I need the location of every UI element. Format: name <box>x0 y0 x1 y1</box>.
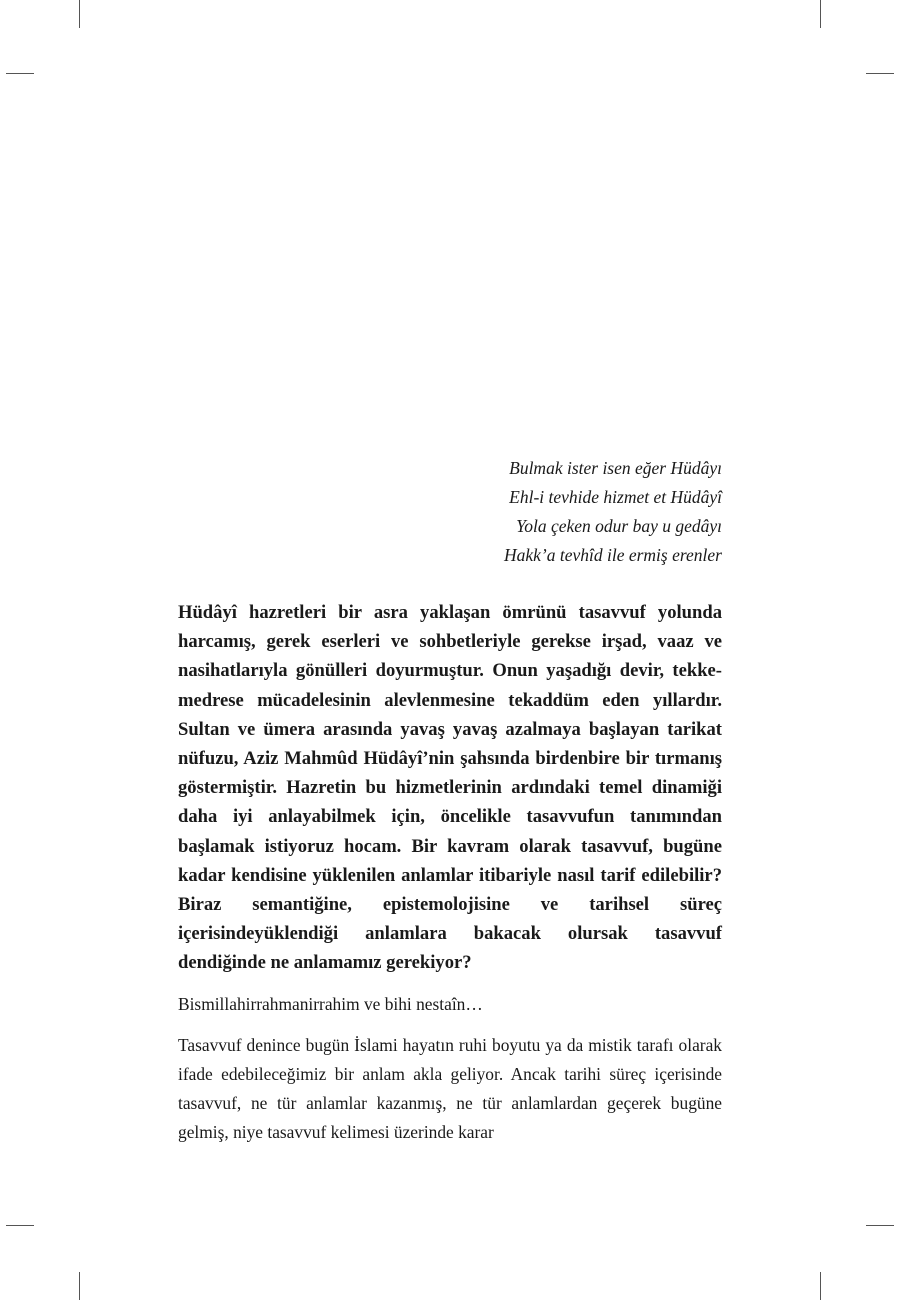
crop-mark-top-left-vertical <box>79 0 80 28</box>
epigraph-verse <box>178 454 722 570</box>
crop-mark-bottom-right-vertical <box>820 1272 821 1300</box>
crop-mark-bottom-left-horizontal <box>6 1225 34 1226</box>
crop-mark-top-left-horizontal <box>6 73 34 74</box>
crop-mark-bottom-left-vertical <box>79 1272 80 1300</box>
page-body <box>178 454 722 1159</box>
verse-line-1: Bulmak ister isen eğer Hüdâyı <box>509 458 722 478</box>
crop-mark-top-right-horizontal <box>866 73 894 74</box>
verse-line-3: Yola çeken odur bay u gedâyı <box>516 516 722 536</box>
interview-question: Hüdâyî hazretleri bir asra yaklaşan ömrünü tasavvuf yolunda harcamış, gerek eserleri ve sohbetleriyle gerekse irşad, vaaz ve nasihatlarıyla gönülleri doyurmuştur. Onun yaşadığı devir, tekke-medrese mücadelesinin alevlenmesine tekaddüm eden yıllardır. Sultan ve ümera arasında yavaş yavaş azalmaya başlayan tarikat nüfuzu, Aziz Mahmûd Hüdâyî’nin şahsında birdenbire bir tırmanış göstermiştir. Hazretin bu hizmetlerinin ardındaki temel dinamiği daha iyi anlayabilmek için, öncelikle tasavvufun tanımından başlamak istiyoruz hocam. Bir kavram olarak tasavvuf, bugüne kadar kendisine yüklenilen anlamlar itibariyle nasıl tarif edilebilir? Biraz semantiğine, epistemolojisine ve tarihsel süreç içerisindeyüklendiği anlamlara bakacak olursak tasavvuf dendiğinde ne anlamamız gerekiyor? <box>178 602 722 974</box>
verse-line-4: Hakk’a tevhîd ile ermiş erenler <box>503 545 722 565</box>
answer-opening: Bismillahirrahmanirrahim ve bihi nestaîn… <box>178 993 483 1014</box>
verse-line-2: Ehl-i tevhide hizmet et Hüdâyî <box>509 487 722 507</box>
crop-mark-top-right-vertical <box>820 0 821 28</box>
answer-paragraph: Tasavvuf denince bugün İslami hayatın ruhi boyutu ya da mistik tarafı olarak ifade edebileceğimiz bir anlam akla geliyor. Ancak tarihi süreç içerisinde tasavvuf, ne tür anlamlar kazanmış, ne tür anlamlardan geçerek bugüne gelmiş, niye tasavvuf kelimesi üzerinde karar <box>178 1034 722 1142</box>
crop-mark-bottom-right-horizontal <box>866 1225 894 1226</box>
